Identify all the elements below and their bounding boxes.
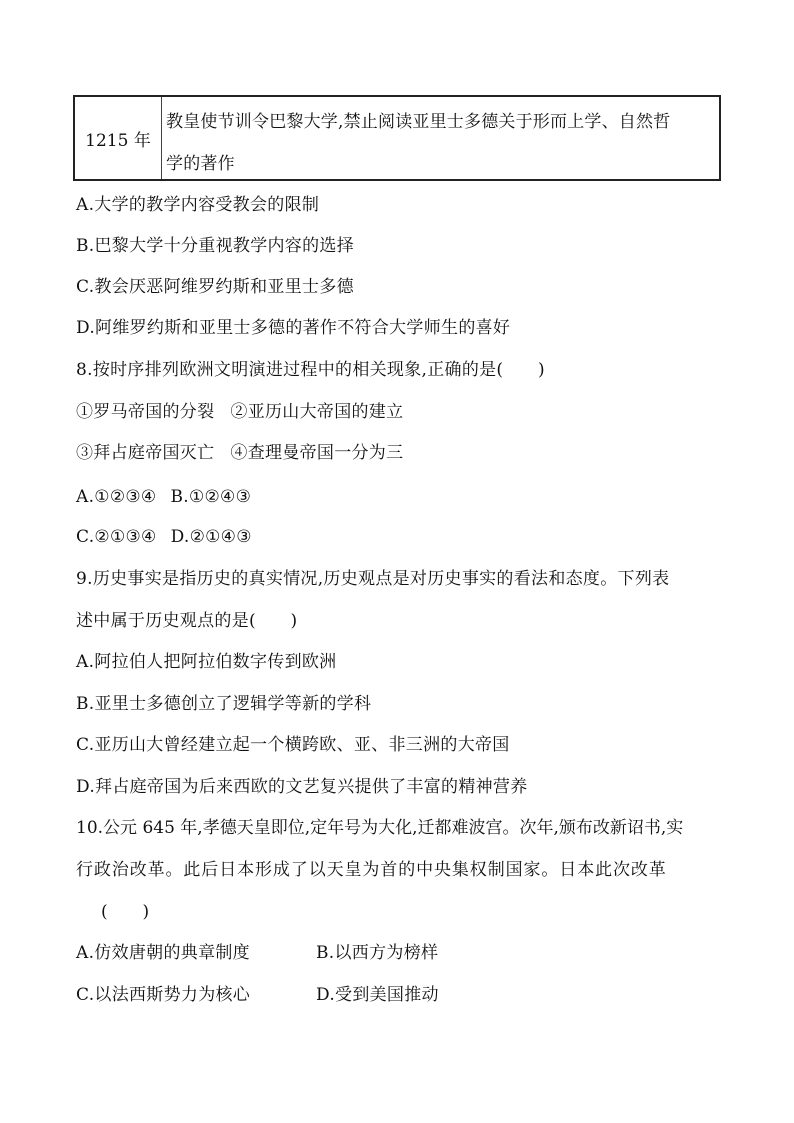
q10-options-row-2 [76,983,439,1007]
table-event-cell [162,97,719,179]
q8-options-row-1 [76,485,251,509]
q8-items-row-2 [76,441,403,465]
q8-options-row-2 [76,525,252,549]
q9-stem-line-2: 述中属于历史观点的是( ) [76,611,298,631]
q10-option-b: B.以西方为榜样 [316,943,439,963]
q10-stem-line-1: 10.公元 645 年,孝德天皇即位,定年号为大化,迁都难波宫。次年,颁布改新诏书,实 [76,818,684,838]
table-event-line-2: 学的著作 [166,154,235,174]
q10-stem-line-2: 行政治改革。此后日本形成了以天皇为首的中央集权制国家。日本此次改革 [76,860,667,880]
q9-option-b: B.亚里士多德创立了逻辑学等新的学科 [76,694,372,714]
q8-item-2: ②亚历山大帝国的建立 [230,402,404,422]
q9-stem-line-1: 9.历史事实是指历史的真实情况,历史观点是对历史事实的看法和态度。下列表 [76,569,670,589]
q7-option-a: A.大学的教学内容受教会的限制 [76,195,320,215]
q10-stem-line-3: ( ) [101,902,150,922]
q9-option-a: A.阿拉伯人把阿拉伯数字传到欧洲 [76,652,337,672]
q8-item-1: ①罗马帝国的分裂 [76,402,215,422]
table-event-line-1: 教皇使节训令巴黎大学,禁止阅读亚里士多德关于形而上学、自然哲 [166,112,671,132]
q8-items-row-1 [76,400,403,424]
q7-option-b: B.巴黎大学十分重视教学内容的选择 [76,236,354,256]
q10-option-a: A.仿效唐朝的典章制度 [76,943,250,963]
q8-item-4: ④查理曼帝国一分为三 [230,443,404,463]
q7-option-c: C.教会厌恶阿维罗约斯和亚里士多德 [76,277,354,297]
q10-options-row-1 [76,941,439,965]
q8-option-a: A.①②③④ [76,487,157,507]
q8-option-d: D.②①④③ [170,527,252,547]
q8-item-3: ③拜占庭帝国灭亡 [76,443,215,463]
q10-option-d: D.受到美国推动 [316,985,439,1005]
q8-option-b: B.①②④③ [170,487,252,507]
q10-option-c: C.以法西斯势力为核心 [76,985,251,1005]
event-table [73,95,721,181]
q9-option-d: D.拜占庭帝国为后来西欧的文艺复兴提供了丰富的精神营养 [76,777,528,797]
q9-option-c: C.亚历山大曾经建立起一个横跨欧、亚、非三洲的大帝国 [76,735,510,755]
q7-option-d: D.阿维罗约斯和亚里士多德的著作不符合大学师生的喜好 [76,318,511,338]
q8-stem: 8.按时序排列欧洲文明演进过程中的相关现象,正确的是( ) [76,360,545,380]
q8-option-c: C.②①③④ [76,527,157,547]
table-year-cell: 1215 年 [75,97,162,179]
